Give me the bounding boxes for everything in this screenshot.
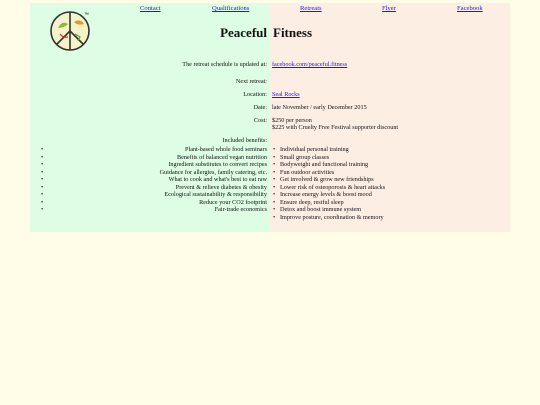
brand-word-peaceful: Peaceful: [220, 25, 267, 40]
schedule-label: The retreat schedule is updated at:: [182, 61, 267, 68]
list-item: • Lower risk of osteoporosis & heart attacks: [273, 183, 386, 191]
list-item: • Improve posture, coordination & memory: [273, 213, 384, 221]
list-item: • Ecological sustainability & responsibility: [41, 191, 267, 198]
list-item: • Reduce your CO2 footprint: [41, 198, 267, 206]
location-label: Location:: [243, 91, 267, 98]
list-item: • Small group classes: [273, 153, 330, 161]
nav-retreats-link[interactable]: Retreats: [300, 5, 322, 12]
list-item: • Prevent & relieve diabetes & obesity: [41, 183, 267, 191]
nav-facebook-link[interactable]: Facebook: [457, 5, 483, 12]
list-item: • Detox and boost immune system: [273, 206, 362, 213]
brand-word-fitness: Fitness: [273, 25, 312, 40]
trademark-symbol: ™: [84, 12, 89, 18]
list-item: • Get involved & grow new friendships: [273, 176, 374, 183]
included-benefits-label: Included benefits:: [222, 137, 267, 144]
list-item: • Plant-based whole food seminars: [41, 146, 267, 153]
nav-flyer-link[interactable]: Flyer: [382, 5, 396, 12]
list-item: • Ingredient substitutes to convert recipes: [41, 161, 267, 168]
location-link[interactable]: Seal Rocks: [272, 91, 300, 98]
nav-qualifications-link[interactable]: Qualifications: [212, 5, 250, 12]
list-item: • Ensure deep, restful sleep: [273, 198, 344, 206]
list-item: • Increase energy levels & boost mood: [273, 191, 372, 198]
page: [30, 3, 510, 232]
cost-line-2: $225 with Cruelty Free Festival supporter discount: [272, 124, 399, 131]
list-item: • Benefits of balanced vegan nutrition: [41, 153, 267, 161]
list-item: • Individual personal training: [273, 146, 349, 153]
cost-label: Cost:: [253, 117, 267, 124]
date-label: Date:: [253, 104, 267, 111]
date-value: late November / early December 2015: [272, 104, 367, 111]
nav-contact-link[interactable]: Contact: [140, 5, 161, 12]
list-item: • Fun outdoor activities: [273, 168, 335, 176]
right-column: [270, 3, 510, 232]
fitness-benefits-list: [273, 146, 386, 221]
list-item: • Fair-trade economics: [41, 206, 267, 213]
cost-line-1: $250 per person: [272, 117, 312, 124]
list-item: • What to cook and what's best to eat raw: [41, 176, 267, 183]
next-retreat-label: Next retreat:: [235, 78, 267, 85]
schedule-facebook-link[interactable]: facebook.com/peaceful.fitness: [272, 61, 348, 68]
nutrition-benefits-list: [30, 146, 267, 214]
list-item: • Bodyweight and functional training: [273, 161, 369, 168]
left-column: [30, 3, 270, 232]
peace-sign-logo-icon: [48, 8, 92, 52]
list-item: • Guidance for allergies, family catering, etc.: [41, 168, 267, 176]
